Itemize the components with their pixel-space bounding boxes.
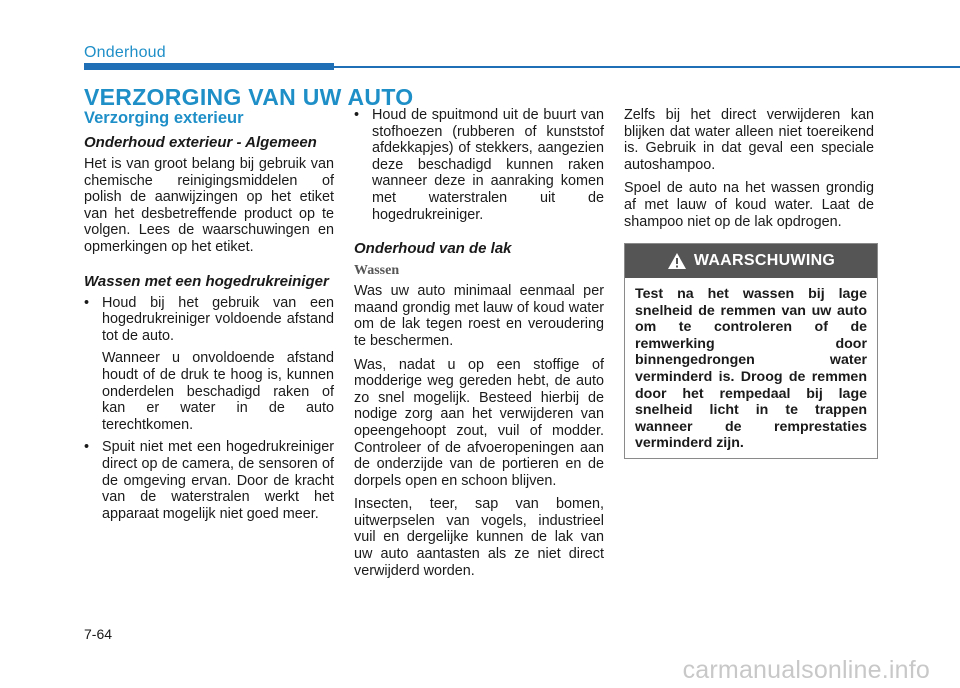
- subheading-paint: Onderhoud van de lak: [354, 240, 512, 258]
- bullet-text: Houd bij het gebruik van een hogedrukreiniger voldoende afstand tot de auto.: [102, 294, 334, 344]
- paragraph: Spoel de auto na het wassen grondig af met lauw of koud water. Laat de shampoo niet op de lak opdrogen.: [624, 180, 874, 230]
- list-item: [84, 295, 334, 434]
- paragraph: Was, nadat u op een stoffige of modderige weg gereden hebt, de auto zo snel mogelijk. Besteed hierbij de nodige zorg aan het verwijderen van opeengehoopt zout, vuil of modder. Controleer of de afvoeropeningen aan de onderzijde van de portieren en de dorpels open en schoon blijven.: [354, 356, 604, 489]
- bullet-symbol: •: [84, 439, 90, 456]
- column-2: [354, 107, 604, 586]
- warning-header: [625, 244, 877, 278]
- subheading-general: Onderhoud exterieur - Algemeen: [84, 134, 317, 151]
- bullet-text: Houd de spuitmond uit de buurt van stofhoezen (rubberen of kunststof afdekkapjes) of stekkers, aangezien deze beschadigd kunnen raken wanneer deze in aanraking komen met waterstralen uit de hogedrukreiniger.: [372, 107, 604, 223]
- bullet-symbol: •: [84, 294, 90, 311]
- paragraph: Was uw auto minimaal eenmaal per maand grondig met lauw of koud water om de lak tegen roest en veroudering te beschermen.: [354, 283, 604, 349]
- subheading-washing: Wassen: [354, 263, 400, 279]
- warning-box: [624, 243, 878, 459]
- warning-title: WAARSCHUWING: [693, 252, 836, 269]
- page-number: 7-64: [84, 626, 113, 642]
- section-label: Onderhoud: [84, 44, 166, 61]
- watermark: carmanualsonline.info: [682, 656, 930, 684]
- paragraph: Zelfs bij het direct verwijderen kan blijken dat water alleen niet toereikend is. Gebruik in dat geval een speciale autoshampoo.: [624, 107, 874, 173]
- list-item: [354, 107, 604, 223]
- section-heading: Verzorging exterieur: [84, 109, 244, 127]
- paragraph-general: Het is van groot belang bij gebruik van chemische reinigingsmiddelen of polish de aanwijzingen op het etiket van het desbetreffende product op te volgen. Lees de waarschuwingen en opmerkingen op het etiket.: [84, 156, 334, 255]
- bullet-text: Spuit niet met een hogedrukreiniger direct op de camera, de sensoren of de omgeving ervan. Door de kracht van de waterstralen werkt het apparaat mogelijk niet goed meer.: [102, 439, 334, 522]
- header-bar: [84, 63, 334, 70]
- chapter-title: VERZORGING VAN UW AUTO: [84, 84, 414, 110]
- subheading-pressure-washer: Wassen met een hogedrukreiniger: [84, 272, 329, 290]
- column-1: [84, 109, 334, 528]
- header-rule: [334, 66, 960, 68]
- bullet-continuation: Wanneer u onvoldoende afstand houdt of de druk te hoog is, kunnen onderdelen beschadigd raken of kan er water in de auto terechtkomen.: [102, 350, 334, 433]
- warning-text: Test na het wassen bij lage snelheid de remmen van uw auto om te controleren of de remwerking door binnengedrongen water verminderd is. Droog de remmen door het rempedaal bij lage snelheid licht in te trappen wanneer de remprestaties verminderd zijn.: [635, 286, 867, 452]
- column-3: [624, 107, 874, 237]
- paragraph: Insecten, teer, sap van bomen, uitwerpselen van vogels, industrieel vuil en dergelijke kunnen de lak van uw auto aantasten als ze niet direct verwijderd worden.: [354, 496, 604, 579]
- list-item: [84, 439, 334, 522]
- bullet-symbol: •: [354, 107, 360, 123]
- warning-triangle-icon: [667, 252, 687, 270]
